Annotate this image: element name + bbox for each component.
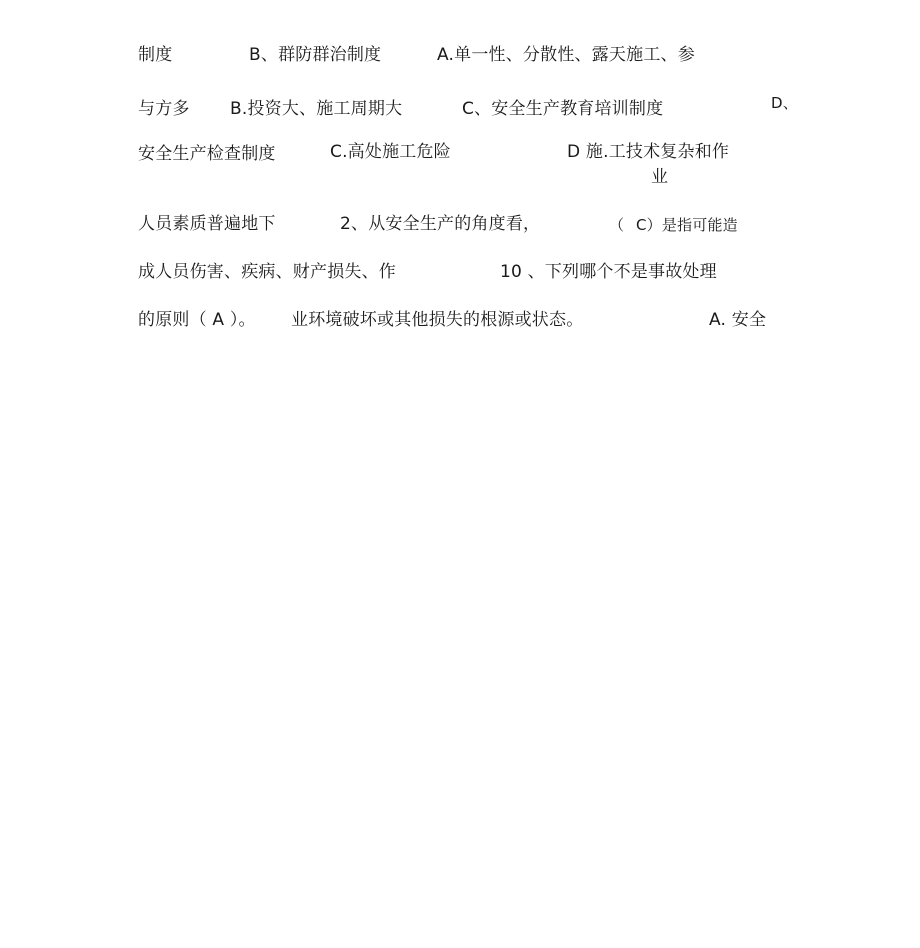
text-fragment: 业	[651, 167, 669, 187]
text-fragment: C）是指可能造	[636, 216, 738, 234]
text-fragment: A. 安全	[709, 310, 767, 330]
text-fragment: C、安全生产教育培训制度	[462, 99, 664, 119]
text-fragment: A.单一性、分散性、露天施工、参	[437, 45, 695, 65]
text-fragment: 制度	[138, 45, 173, 65]
text-fragment: C.高处施工危险	[330, 142, 451, 162]
text-fragment: 人员素质普遍地下	[138, 214, 276, 234]
text-fragment: 安全生产检查制度	[138, 144, 276, 164]
text-fragment: 2、从安全生产的角度看，	[340, 214, 541, 234]
text-fragment: D、	[771, 94, 798, 112]
text-fragment: 与方多	[138, 99, 190, 119]
text-fragment: D 施.工技术复杂和作	[567, 142, 730, 162]
text-fragment: B.投资大、施工周期大	[230, 99, 403, 119]
text-fragment: 成人员伤害、疾病、财产损失、作	[138, 262, 396, 282]
text-fragment: 业环境破坏或其他损失的根源或状态。	[291, 310, 584, 330]
text-fragment: 的原则（ A ）。	[138, 310, 256, 330]
text-fragment: 10 、下列哪个不是事故处理	[500, 262, 717, 282]
text-fragment: B、群防群治制度	[249, 45, 382, 65]
text-fragment: （	[609, 216, 625, 234]
